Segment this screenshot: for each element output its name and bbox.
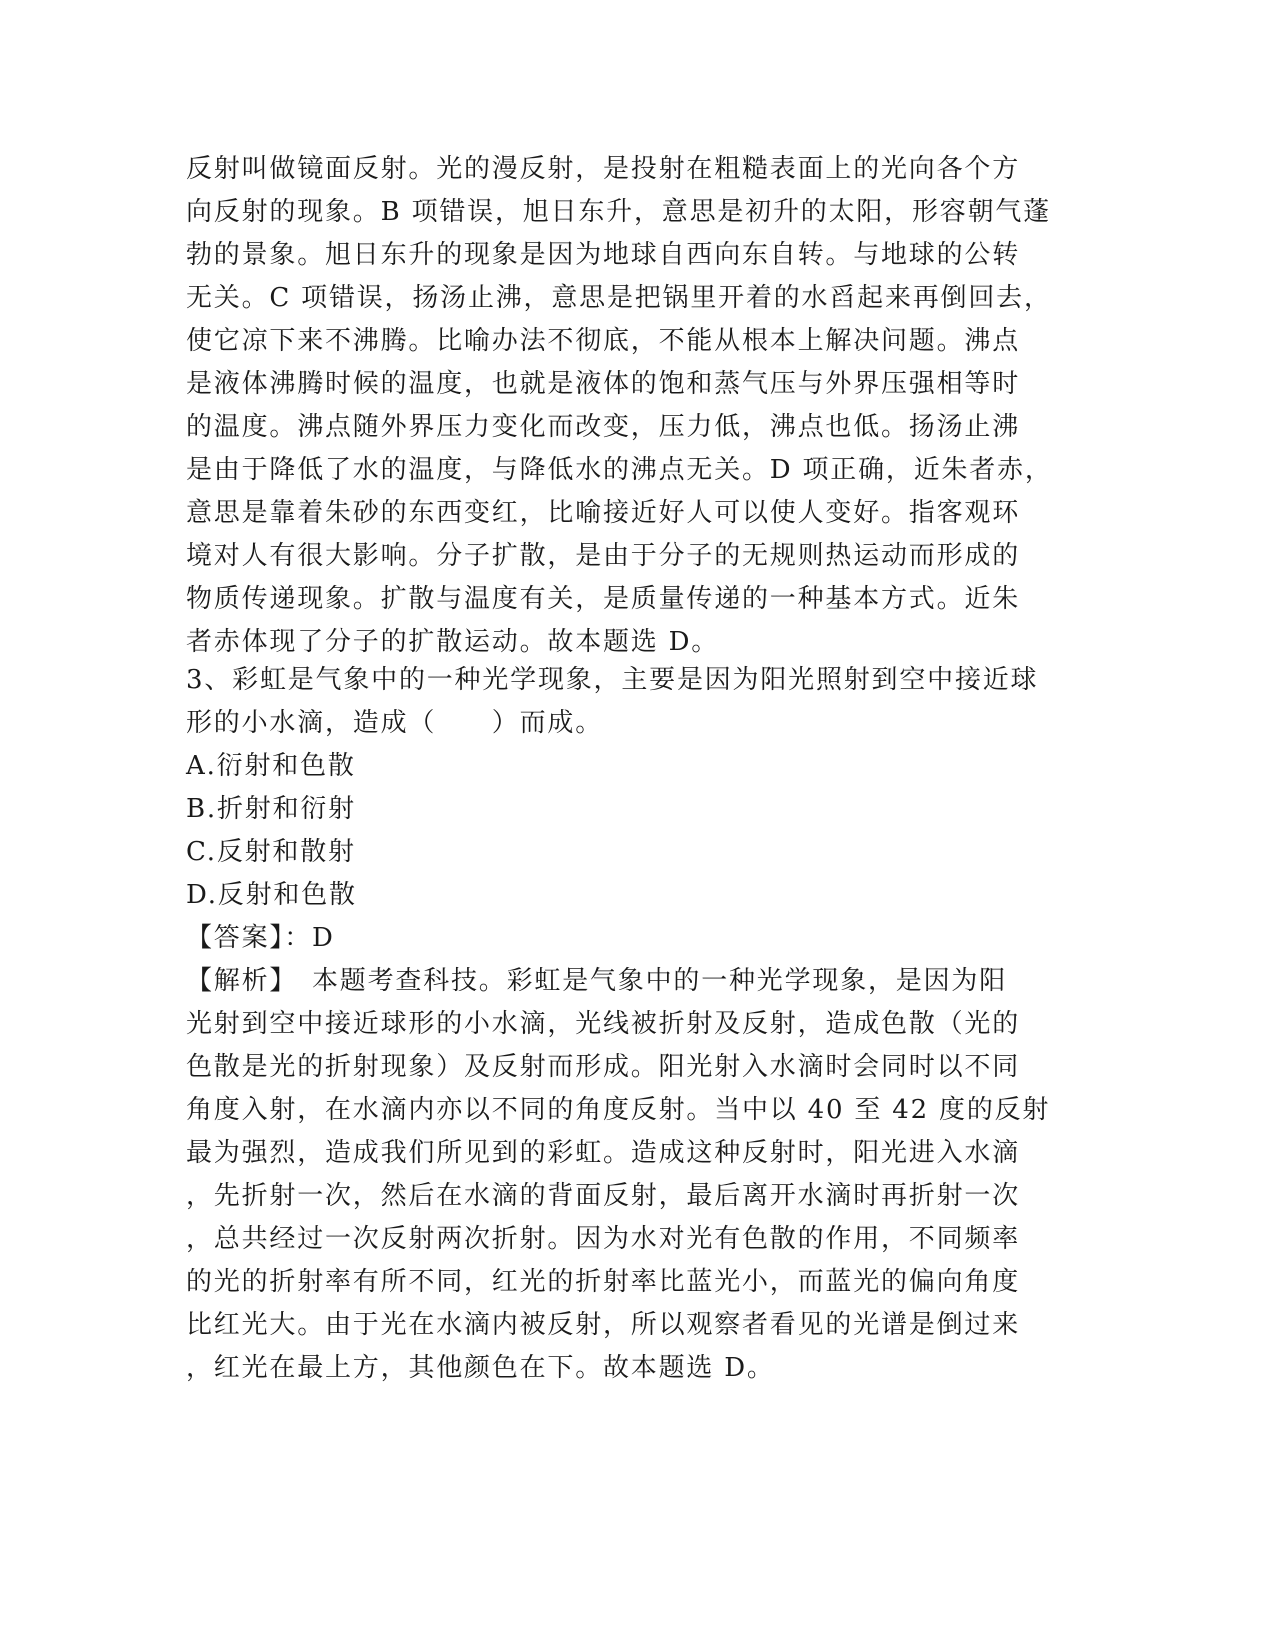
question-stem-line: 形的小水滴，造成（ ）而成。 — [186, 708, 604, 738]
question-stem-line: 3、彩虹是气象中的一种光学现象，主要是因为阳光照射到空中接近球 — [186, 665, 1039, 695]
text-line: 反射叫做镜面反射。光的漫反射，是投射在粗糙表面上的光向各个方 — [186, 154, 1021, 184]
text-line: 境对人有很大影响。分子扩散，是由于分子的无规则热运动而形成的 — [186, 541, 1021, 571]
text-line: 的温度。沸点随外界压力变化而改变，压力低，沸点也低。扬汤止沸 — [186, 412, 1021, 442]
analysis-line: 的光的折射率有所不同，红光的折射率比蓝光小，而蓝光的偏向角度 — [186, 1267, 1021, 1297]
analysis-line: ，先折射一次，然后在水滴的背面反射，最后离开水滴时再折射一次 — [186, 1181, 1021, 1211]
answer-line: 【答案】：D — [186, 923, 335, 953]
text-line: 是液体沸腾时候的温度，也就是液体的饱和蒸气压与外界压强相等时 — [186, 369, 1021, 399]
option-c: C.反射和散射 — [186, 837, 356, 867]
text-line: 勃的景象。旭日东升的现象是因为地球自西向东自转。与地球的公转 — [186, 240, 1021, 270]
analysis-line: 角度入射，在水滴内亦以不同的角度反射。当中以 40 至 42 度的反射 — [186, 1095, 1051, 1125]
analysis-line: 比红光大。由于光在水滴内被反射，所以观察者看见的光谱是倒过来 — [186, 1310, 1021, 1340]
explanation-q2 — [186, 148, 1086, 664]
analysis-line: 【解析】 本题考查科技。彩虹是气象中的一种光学现象，是因为阳 — [186, 966, 1008, 996]
text-line: 向反射的现象。B 项错误，旭日东升，意思是初升的太阳，形容朝气蓬 — [186, 197, 1051, 227]
option-d: D.反射和色散 — [186, 880, 357, 910]
option-b: B.折射和衍射 — [186, 794, 356, 824]
text-line: 意思是靠着朱砂的东西变红，比喻接近好人可以使人变好。指客观环 — [186, 498, 1021, 528]
text-line: 者赤体现了分子的扩散运动。故本题选 D。 — [186, 627, 720, 657]
analysis-line: 最为强烈，造成我们所见到的彩虹。造成这种反射时，阳光进入水滴 — [186, 1138, 1021, 1168]
analysis-line: ，总共经过一次反射两次折射。因为水对光有色散的作用，不同频率 — [186, 1224, 1021, 1254]
option-a: A.衍射和色散 — [186, 751, 356, 781]
analysis-line: ，红光在最上方，其他颜色在下。故本题选 D。 — [186, 1353, 775, 1383]
analysis-line: 色散是光的折射现象）及反射而形成。阳光射入水滴时会同时以不同 — [186, 1052, 1021, 1082]
text-line: 无关。C 项错误，扬汤止沸，意思是把锅里开着的水舀起来再倒回去， — [186, 283, 1052, 313]
text-line: 使它凉下来不沸腾。比喻办法不彻底，不能从根本上解决问题。沸点 — [186, 326, 1021, 356]
analysis-line: 光射到空中接近球形的小水滴，光线被折射及反射，造成色散（光的 — [186, 1009, 1021, 1039]
text-line: 是由于降低了水的温度，与降低水的沸点无关。D 项正确，近朱者赤， — [186, 455, 1053, 485]
question-3 — [186, 659, 1086, 1390]
text-line: 物质传递现象。扩散与温度有关，是质量传递的一种基本方式。近朱 — [186, 584, 1021, 614]
